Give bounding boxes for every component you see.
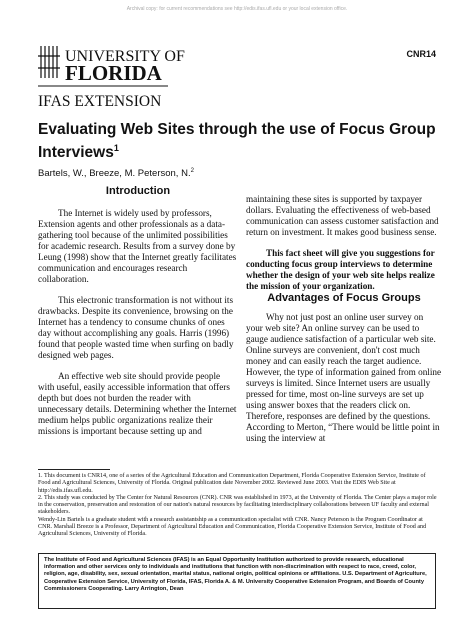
seal-icon: [38, 46, 60, 78]
logo-line-2: FLORIDA: [65, 61, 162, 85]
footnote-1: 1. This document is CNR14, one of a series of the Agricultural Education and Communication Department, Florida Cooperative Extension Service, Institute of Food and Agricultural Sciences, University of Florida. Original publication date November 2002. Reviewed June 2003. Visit the EDIS Web Site at http://edis.ifas.ufl.edu.: [38, 473, 426, 494]
footnote-rule: [38, 469, 110, 470]
continued-paragraph: maintaining these sites is supported by taxpayer dollars. Evaluating the effectiveness of web-based communication can assess customer satisfaction and return on investment. It makes good business sense.: [246, 194, 439, 237]
logo-line-3: IFAS EXTENSION: [38, 93, 162, 110]
authors-footnote-mark: 2: [190, 168, 194, 174]
uf-ifas-logo: [38, 44, 198, 110]
footnote-3: Wendy-Lin Bartels is a graduate student with a research assistantship as a communication specialist with CNR. Nancy Peterson is the Program Coordinator at CNR. Marshall Breeze is a Professor, Department of Agricultural Education and Communication, Florida Cooperative Extension Service, Institute of Food and Agricultural Sciences, University of Florida.: [38, 516, 427, 538]
intro-paragraph-1: The Internet is widely used by professors, Extension agents and other professionals as a data-gathering tool because of the unlimited possibilities for academic research. Results from a survey done by Leung (1998) show that the Internet greatly facilitates communication and encourages research collaboration.: [38, 208, 237, 284]
document-id: CNR14: [406, 49, 436, 59]
footnotes: [38, 473, 438, 539]
left-column: [38, 208, 238, 447]
right-column-top: [246, 194, 442, 302]
footnote-2: 2. This study was conducted by The Center for Natural Resources (CNR). CNR was established in 1973, at the University of Florida. The Center plays a major role in the conservation, preservation and restoration of our nation's natural resources by facilitating interdisciplinary collaborations between UF faculty and external stakeholders.: [38, 494, 437, 516]
advantages-paragraph: Why not just post an online user survey on your web site? An online survey can be used to gauge audience satisfaction of a particular web site. Online surveys are convenient, don't cost much money and can easily reach the target audience. However, the type of information gained from online surveys is limited. Since Internet users are usually pressed for time, most on-line surveys are set up using answer boxes that the readers click on. Therefore, responses are defined by the questions. According to Merton, “There would be little point in using the interview at: [246, 312, 442, 443]
introduction-heading: Introduction: [105, 185, 171, 197]
advantages-heading: Advantages of Focus Groups: [267, 292, 421, 304]
intro-paragraph-2: This electronic transformation is not without its drawbacks. Despite its convenience, browsing on the Internet has a tendency to consume chunks of ones day without accomplishing any goals. Harris (1996) found that people wasted time when surfing on badly designed web pages.: [38, 295, 234, 360]
authors-text: Bartels, W., Breeze, M. Peterson, N.: [38, 168, 191, 180]
archival-notice: Archival copy: for current recommendations see http://edis.ifas.ufl.edu or your local extension office.: [126, 6, 348, 12]
fact-sheet-purpose: This fact sheet will give you suggestions for conducting focus group interviews to determine whether the design of your web site helps realize the mission of your organization.: [246, 248, 435, 291]
ifas-statement: The Institute of Food and Agricultural Sciences (IFAS) is an Equal Opportunity Institution authorized to provide research, educational information and other services only to individuals and institutions that function with non-discrimination with respect to race, creed, color, religion, age, disability, sex, sexual orientation, marital status, national origin, political opinions or affiliations. U.S. Department of Agriculture, Cooperative Extension Service, University of Florida, IFAS, Florida A. & M. University Cooperative Extension Program, and Boards of County Commissioners Cooperating. Larry Arrington, Dean: [44, 557, 427, 592]
intro-paragraph-3: An effective web site should provide people with useful, easily accessible information that offers depth but does not burden the reader with unnecessary details. Determining whether the Internet medium helps public organizations realize their missions is important because setting up and: [38, 371, 237, 436]
authors-line: [38, 168, 194, 179]
ifas-equal-opportunity-box: [38, 553, 436, 609]
right-column-bottom: [246, 312, 442, 454]
page-title: [38, 120, 438, 162]
title-text: Evaluating Web Sites through the use of Focus Group Interviews: [38, 121, 436, 162]
title-footnote-mark: 1: [113, 143, 119, 153]
logo-line-1: UNIVERSITY OF: [65, 48, 185, 65]
